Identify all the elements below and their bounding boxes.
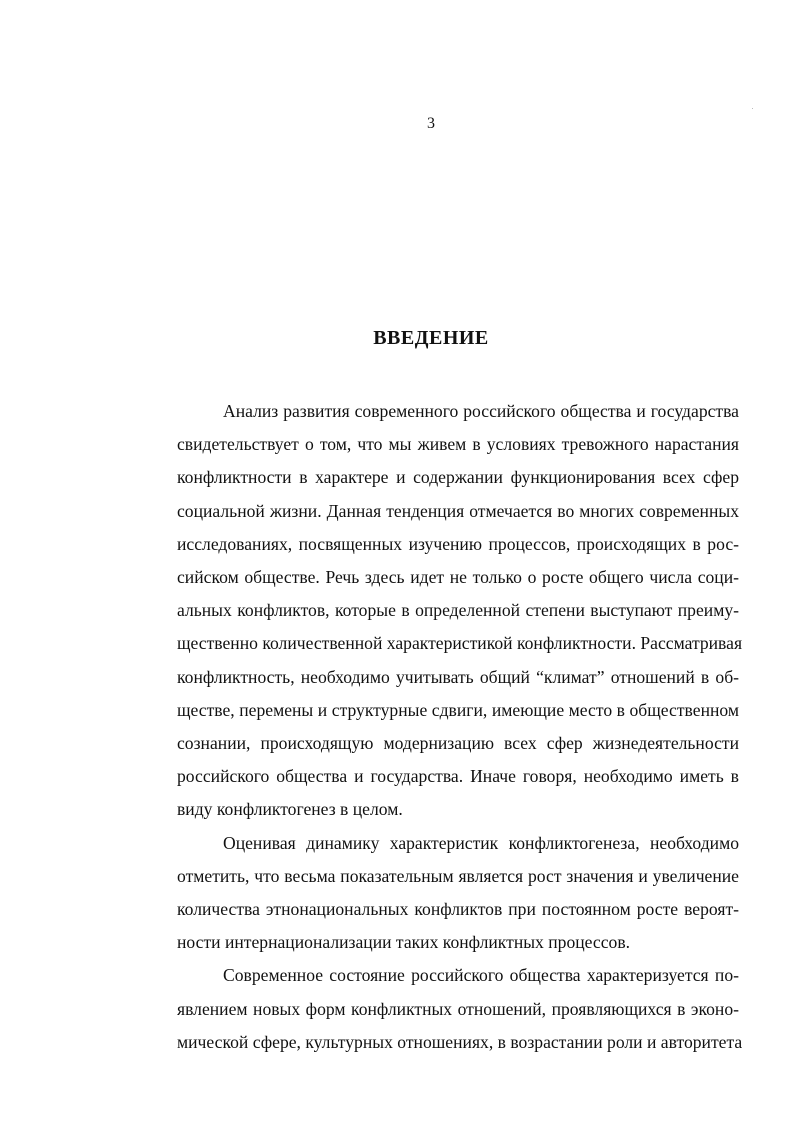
text-line: свидетельствует о том, что мы живем в условиях тревожного нарастания xyxy=(177,434,739,455)
text-line: сознании, происходящую модернизацию всех сфер жизнедеятельности xyxy=(177,733,739,754)
text-line: Современное состояние российского общества характеризуется по- xyxy=(223,965,739,986)
text-line: ности интернационализации таких конфликтных процессов. xyxy=(177,932,631,953)
body-text xyxy=(131,395,743,1059)
text-line: социальной жизни. Данная тенденция отмечается во многих современных xyxy=(177,500,739,521)
text-line: конфликтности в характере и содержании функционирования всех сфер xyxy=(177,467,739,488)
text-line: явлением новых форм конфликтных отношений, проявляющихся в эконо- xyxy=(177,998,739,1019)
text-line: российского общества и государства. Иначе говоря, необходимо иметь в xyxy=(177,766,739,787)
paragraph-1 xyxy=(131,395,743,827)
text-line: исследованиях, посвященных изучению процессов, происходящих в рос- xyxy=(177,533,739,554)
page-number: 3 xyxy=(427,115,435,132)
text-line: количества этнонациональных конфликтов при постоянном росте вероят- xyxy=(177,899,739,920)
text-line: виду конфликтогенез в целом. xyxy=(177,799,403,820)
paragraph-2 xyxy=(131,827,739,960)
text-line: конфликтность, необходимо учитывать общий “климат” отношений в об- xyxy=(177,666,739,687)
text-line: ществе, перемены и структурные сдвиги, имеющие место в общественном xyxy=(177,699,739,720)
text-line: Анализ развития современного российского общества и государства xyxy=(223,401,739,421)
text-line: щественно количественной характеристикой конфликтности. Рассматривая xyxy=(177,633,743,654)
text-line: сийском обществе. Речь здесь идет не только о росте общего числа соци- xyxy=(177,567,739,588)
text-line: альных конфликтов, которые в определенной степени выступают преиму- xyxy=(177,600,739,621)
section-heading: ВВЕДЕНИЕ xyxy=(373,327,489,349)
text-line: мической сфере, культурных отношениях, в возрастании роли и авторитета xyxy=(177,1031,743,1052)
text-line: Оценивая динамику характеристик конфликтогенеза, необходимо xyxy=(223,832,739,853)
scan-speck xyxy=(752,108,753,109)
paragraph-3 xyxy=(131,959,743,1059)
text-line: отметить, что весьма показательным является рост значения и увеличение xyxy=(177,865,739,886)
